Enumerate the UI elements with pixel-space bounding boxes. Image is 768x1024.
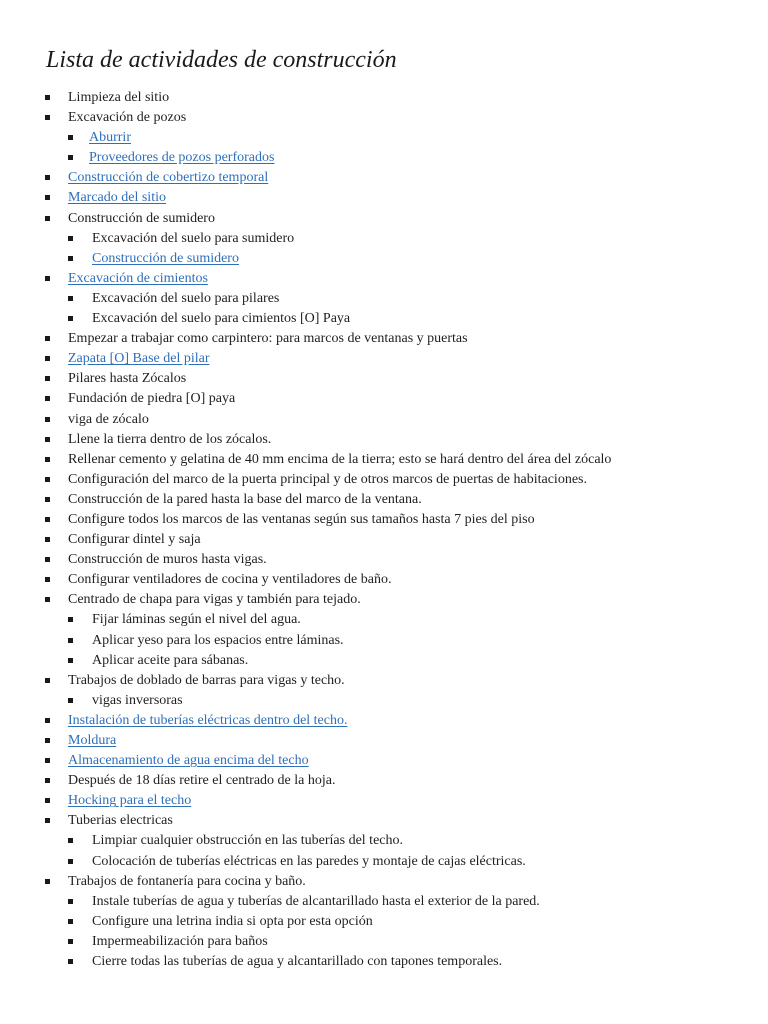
item-link[interactable]: Hocking para el techo — [68, 793, 192, 809]
sub-list-item — [0, 128, 768, 148]
square-bullet-icon — [45, 497, 50, 502]
list-item — [0, 209, 768, 229]
item-label: Después de 18 días retire el centrado de la hoja. — [68, 773, 336, 789]
square-bullet-icon — [45, 356, 50, 361]
sub-list-item — [0, 952, 768, 972]
item-label: Excavación de pozos — [68, 110, 187, 126]
item-label: Pilares hasta Zócalos — [68, 371, 187, 387]
square-bullet-icon — [45, 195, 50, 200]
square-bullet-icon — [45, 517, 50, 522]
square-bullet-icon — [45, 276, 50, 281]
list-item — [0, 510, 768, 530]
square-bullet-icon — [68, 939, 73, 944]
list-item — [0, 711, 768, 731]
square-bullet-icon — [68, 658, 73, 663]
item-label: Construcción de muros hasta vigas. — [68, 552, 267, 568]
item-label: Limpiar cualquier obstrucción en las tuberías del techo. — [92, 833, 404, 849]
square-bullet-icon — [68, 959, 73, 964]
item-label: Llene la tierra dentro de los zócalos. — [68, 431, 272, 447]
square-bullet-icon — [68, 155, 73, 160]
list-item — [0, 490, 768, 510]
item-label: Cierre todas las tuberías de agua y alcantarillado con tapones temporales. — [92, 954, 503, 970]
square-bullet-icon — [68, 859, 73, 864]
list-item — [0, 751, 768, 771]
list-item — [0, 791, 768, 811]
item-label: Configure todos los marcos de las ventanas según sus tamaños hasta 7 pies del piso — [68, 511, 535, 527]
sub-list-item — [0, 651, 768, 671]
item-link[interactable]: Construcción de sumidero — [92, 250, 239, 266]
list-item — [0, 470, 768, 490]
square-bullet-icon — [68, 698, 73, 703]
item-label: Colocación de tuberías eléctricas en las paredes y montaje de cajas eléctricas. — [92, 853, 526, 869]
sub-list-item — [0, 148, 768, 168]
item-label: Centrado de chapa para vigas y también para tejado. — [68, 592, 361, 608]
item-label: Excavación del suelo para sumidero — [92, 230, 295, 246]
list-item — [0, 269, 768, 289]
list-item — [0, 570, 768, 590]
square-bullet-icon — [68, 236, 73, 241]
item-label: Configurar ventiladores de cocina y ventiladores de baño. — [68, 572, 392, 588]
square-bullet-icon — [68, 838, 73, 843]
item-label: Instale tuberías de agua y tuberías de alcantarillado hasta el exterior de la pared. — [92, 893, 540, 909]
square-bullet-icon — [45, 437, 50, 442]
item-label: Aplicar aceite para sábanas. — [92, 652, 249, 668]
list-item — [0, 369, 768, 389]
page-title: Lista de actividades de construcción — [46, 47, 397, 73]
list-item — [0, 168, 768, 188]
square-bullet-icon — [45, 597, 50, 602]
sub-list-item — [0, 691, 768, 711]
item-link[interactable]: Aburrir — [89, 130, 131, 146]
square-bullet-icon — [45, 376, 50, 381]
activity-list — [0, 88, 768, 972]
sub-list-item — [0, 229, 768, 249]
sub-list-item — [0, 892, 768, 912]
list-item — [0, 329, 768, 349]
list-item — [0, 410, 768, 430]
list-item — [0, 811, 768, 831]
item-label: Construcción de la pared hasta la base del marco de la ventana. — [68, 491, 422, 507]
square-bullet-icon — [68, 256, 73, 261]
square-bullet-icon — [68, 919, 73, 924]
list-item — [0, 671, 768, 691]
square-bullet-icon — [45, 718, 50, 723]
square-bullet-icon — [68, 617, 73, 622]
item-label: Tuberias electricas — [68, 813, 173, 829]
square-bullet-icon — [45, 678, 50, 683]
item-label: Aplicar yeso para los espacios entre láminas. — [92, 632, 344, 648]
item-link[interactable]: Instalación de tuberías eléctricas dentro del techo. — [68, 712, 348, 728]
square-bullet-icon — [45, 175, 50, 180]
sub-list-item — [0, 249, 768, 269]
sub-list-item — [0, 932, 768, 952]
item-label: Trabajos de doblado de barras para vigas y techo. — [68, 672, 345, 688]
sub-list-item — [0, 831, 768, 851]
item-link[interactable]: Excavación de cimientos — [68, 270, 208, 286]
item-label: Configuración del marco de la puerta principal y de otros marcos de puertas de habitaciones. — [68, 471, 587, 487]
list-item — [0, 108, 768, 128]
list-item — [0, 771, 768, 791]
square-bullet-icon — [45, 798, 50, 803]
item-link[interactable]: Almacenamiento de agua encima del techo — [68, 753, 309, 769]
list-item — [0, 188, 768, 208]
item-link[interactable]: Proveedores de pozos perforados — [89, 150, 275, 166]
item-label: Excavación del suelo para cimientos [O] Paya — [92, 311, 351, 327]
item-label: vigas inversoras — [92, 692, 183, 708]
list-item — [0, 550, 768, 570]
square-bullet-icon — [68, 638, 73, 643]
square-bullet-icon — [68, 296, 73, 301]
sub-list-item — [0, 610, 768, 630]
sub-list-item — [0, 631, 768, 651]
item-label: Configure una letrina india si opta por esta opción — [92, 913, 373, 929]
list-item — [0, 731, 768, 751]
list-item — [0, 88, 768, 108]
square-bullet-icon — [45, 417, 50, 422]
list-item — [0, 349, 768, 369]
list-item — [0, 389, 768, 409]
list-item — [0, 430, 768, 450]
square-bullet-icon — [45, 778, 50, 783]
list-item — [0, 450, 768, 470]
square-bullet-icon — [45, 879, 50, 884]
square-bullet-icon — [45, 758, 50, 763]
square-bullet-icon — [45, 537, 50, 542]
square-bullet-icon — [45, 738, 50, 743]
item-label: Fijar láminas según el nivel del agua. — [92, 612, 301, 628]
item-link[interactable]: Moldura — [68, 733, 117, 748]
square-bullet-icon — [45, 95, 50, 100]
square-bullet-icon — [68, 899, 73, 904]
item-label: Limpieza del sitio — [68, 90, 170, 105]
item-link[interactable]: Zapata [O] Base del pilar — [68, 351, 210, 367]
item-label: Excavación del suelo para pilares — [92, 290, 280, 306]
sub-list-item — [0, 289, 768, 309]
item-label: Construcción de sumidero — [68, 210, 215, 226]
item-label: Configurar dintel y saja — [68, 532, 201, 548]
square-bullet-icon — [45, 557, 50, 562]
square-bullet-icon — [45, 396, 50, 401]
square-bullet-icon — [45, 477, 50, 482]
item-link[interactable]: Marcado del sitio — [68, 190, 166, 206]
list-item — [0, 530, 768, 550]
item-label: Fundación de piedra [O] paya — [68, 391, 236, 407]
item-label: Empezar a trabajar como carpintero: para marcos de ventanas y puertas — [68, 331, 468, 347]
sub-list-item — [0, 912, 768, 932]
square-bullet-icon — [45, 577, 50, 582]
square-bullet-icon — [45, 115, 50, 120]
square-bullet-icon — [45, 457, 50, 462]
item-label: viga de zócalo — [68, 411, 149, 427]
square-bullet-icon — [68, 316, 73, 321]
square-bullet-icon — [45, 818, 50, 823]
sub-list-item — [0, 852, 768, 872]
square-bullet-icon — [45, 336, 50, 341]
item-label: Trabajos de fontanería para cocina y baño. — [68, 873, 306, 889]
item-label: Rellenar cemento y gelatina de 40 mm encima de la tierra; esto se hará dentro del área del zócalo — [68, 451, 612, 467]
list-item — [0, 872, 768, 892]
square-bullet-icon — [45, 216, 50, 221]
item-label: Impermeabilización para baños — [92, 933, 268, 949]
sub-list-item — [0, 309, 768, 329]
square-bullet-icon — [68, 135, 73, 140]
item-link[interactable]: Construcción de cobertizo temporal — [68, 170, 269, 186]
list-item — [0, 590, 768, 610]
